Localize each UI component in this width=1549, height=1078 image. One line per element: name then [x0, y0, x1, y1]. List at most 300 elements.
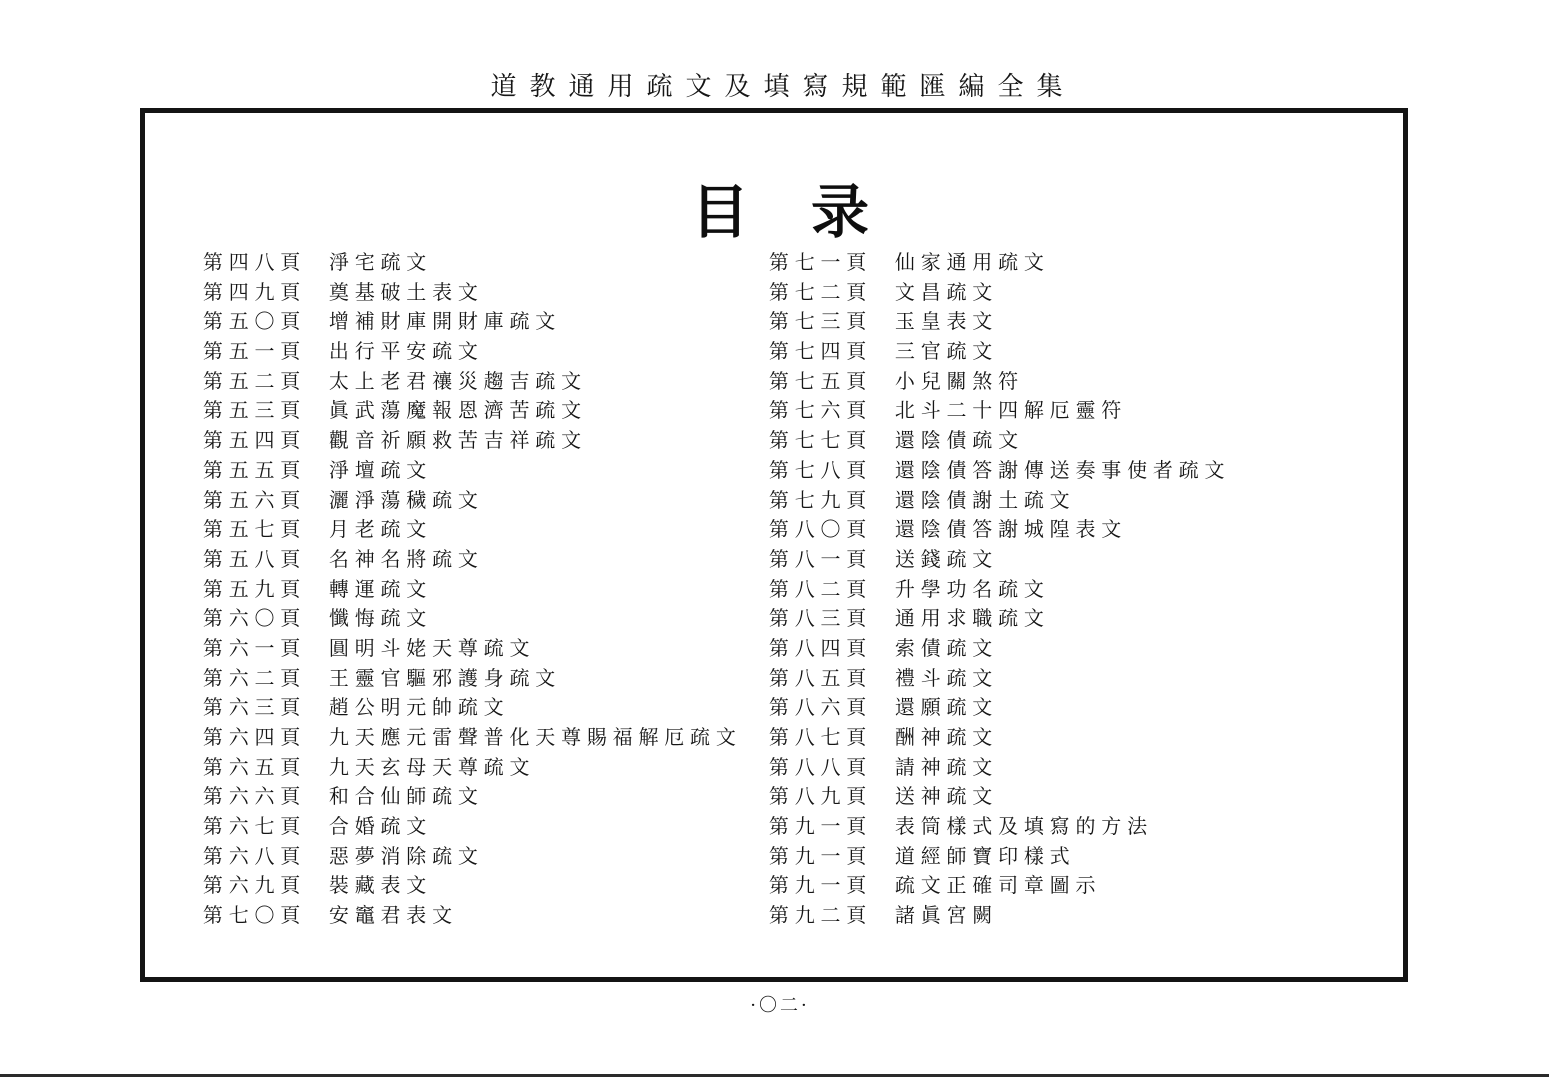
glyph-cell: 職: [972, 606, 993, 631]
glyph-cell: 第: [202, 368, 223, 393]
glyph-cell: 陰: [920, 487, 941, 512]
toc-entry: [200, 723, 745, 753]
glyph-cell: 第: [768, 576, 789, 601]
toc-page-label: [200, 901, 326, 931]
glyph-cell: 二: [254, 665, 275, 690]
toc-page-label: [766, 278, 892, 308]
toc-page-label: [766, 515, 892, 545]
glyph-cell: 頁: [846, 814, 867, 839]
glyph-cell: 五: [228, 576, 249, 601]
glyph-cell: 文: [1023, 606, 1044, 631]
glyph-cell: 樣: [946, 814, 967, 839]
glyph-cell: 疏: [483, 754, 504, 779]
toc-entry-title: [326, 871, 429, 901]
toc-page-label: [200, 248, 326, 278]
glyph-cell: 破: [380, 279, 401, 304]
glyph-cell: 頁: [280, 428, 301, 453]
glyph-cell: 第: [768, 725, 789, 749]
toc-entry: [766, 812, 1366, 842]
glyph-cell: 月: [328, 517, 349, 542]
glyph-cell: 疏: [894, 873, 915, 898]
glyph-cell: 七: [254, 814, 275, 839]
glyph-cell: 第: [768, 250, 789, 274]
toc-page-label: [766, 812, 892, 842]
glyph-cell: 八: [254, 250, 275, 274]
toc-entry-title: [326, 812, 429, 842]
glyph-cell: 頁: [846, 665, 867, 690]
toc-entry: [766, 634, 1366, 664]
toc-entry-title: [892, 486, 1073, 516]
glyph-cell: 疏: [946, 279, 967, 304]
glyph-cell: 第: [768, 309, 789, 334]
glyph-cell: 者: [1152, 457, 1173, 482]
glyph-cell: 八: [820, 457, 841, 482]
glyph-cell: 基: [354, 279, 375, 304]
glyph-cell: 第: [768, 784, 789, 809]
glyph-cell: 兒: [920, 368, 941, 393]
glyph-cell: 疏: [946, 635, 967, 660]
glyph-cell: 母: [406, 754, 427, 779]
glyph-cell: 八: [794, 546, 815, 571]
glyph-cell: 祈: [380, 428, 401, 453]
glyph-cell: 六: [228, 784, 249, 809]
toc-entry: [200, 456, 745, 486]
glyph-cell: 八: [794, 725, 815, 749]
glyph-cell: 隍: [1049, 517, 1070, 542]
glyph-cell: 文: [483, 695, 504, 720]
toc-page-label: [200, 307, 326, 337]
glyph-cell: 恩: [457, 398, 478, 423]
glyph-cell: 公: [354, 695, 375, 720]
glyph-cell: 酬: [894, 725, 915, 749]
glyph-cell: 疏: [998, 606, 1019, 631]
book-title-header: [484, 70, 1069, 104]
glyph-cell: 文: [432, 903, 453, 928]
glyph-cell: 頁: [280, 457, 301, 482]
glyph-cell: 頁: [846, 843, 867, 868]
glyph-cell: 確: [972, 873, 993, 898]
glyph-cell: 文: [457, 339, 478, 364]
glyph-cell: 七: [794, 368, 815, 393]
glyph-cell: 靈: [354, 665, 375, 690]
glyph-cell: 第: [768, 546, 789, 571]
glyph-cell: 天: [535, 725, 556, 749]
glyph-cell: 老: [354, 517, 375, 542]
glyph-cell: 事: [1101, 457, 1122, 482]
toc-entry-title: [326, 753, 532, 783]
glyph-cell: 八: [820, 754, 841, 779]
glyph-cell: 安: [328, 903, 349, 928]
glyph-cell: 頁: [280, 725, 301, 749]
glyph-cell: 家: [920, 250, 941, 274]
glyph-cell: 奏: [1075, 457, 1096, 482]
toc-entry-title: [326, 278, 481, 308]
glyph-cell: 神: [920, 754, 941, 779]
glyph-cell: 解: [638, 725, 659, 749]
glyph-cell: 三: [820, 606, 841, 631]
glyph-cell: 二: [820, 903, 841, 928]
glyph-cell: 夢: [354, 843, 375, 868]
glyph-cell: 藏: [354, 873, 375, 898]
glyph-cell: 寫: [1049, 814, 1070, 839]
glyph-cell: 錢: [920, 546, 941, 571]
glyph-cell: 救: [432, 428, 453, 453]
toc-entry: [766, 486, 1366, 516]
glyph-cell: 增: [328, 309, 349, 334]
glyph-cell: 第: [768, 606, 789, 631]
glyph-cell: 文: [1049, 487, 1070, 512]
glyph-cell: 七: [794, 428, 815, 453]
glyph-cell: 文: [972, 725, 993, 749]
glyph-cell: 土: [406, 279, 427, 304]
glyph-cell: 婚: [354, 814, 375, 839]
glyph-cell: 文: [535, 665, 556, 690]
toc-page-label: [200, 723, 326, 753]
glyph-cell: 財: [380, 309, 401, 334]
glyph-cell: 文: [535, 309, 556, 334]
glyph-cell: 五: [228, 339, 249, 364]
toc-entry-title: [326, 307, 558, 337]
glyph-cell: 仙: [380, 784, 401, 809]
glyph-cell: 文: [509, 754, 530, 779]
toc-entry-title: [326, 842, 481, 872]
glyph-cell: 填: [1023, 814, 1044, 839]
glyph-cell: 第: [202, 309, 223, 334]
glyph-cell: 匯: [919, 72, 946, 102]
glyph-cell: 觀: [328, 428, 349, 453]
glyph-cell: 第: [768, 903, 789, 928]
glyph-cell: 元: [406, 695, 427, 720]
toc-entry: [200, 248, 745, 278]
glyph-cell: 五: [228, 546, 249, 571]
glyph-cell: 第: [768, 873, 789, 898]
glyph-cell: 頁: [280, 368, 301, 393]
glyph-cell: 苦: [457, 428, 478, 453]
glyph-cell: 第: [202, 517, 223, 542]
glyph-cell: 文: [972, 754, 993, 779]
glyph-cell: 頁: [280, 903, 301, 928]
glyph-cell: 九: [254, 576, 275, 601]
glyph-cell: 疏: [457, 695, 478, 720]
toc-entry-title: [892, 693, 995, 723]
glyph-cell: 名: [328, 546, 349, 571]
glyph-cell: 蕩: [380, 398, 401, 423]
toc-page-label: [766, 782, 892, 812]
toc-entry-title: [892, 367, 1021, 397]
glyph-cell: 文: [457, 843, 478, 868]
glyph-cell: 身: [483, 665, 504, 690]
toc-page-label: [766, 396, 892, 426]
page-number: ·〇二·: [750, 995, 810, 1016]
glyph-cell: 法: [1127, 814, 1148, 839]
glyph-cell: 眞: [328, 398, 349, 423]
glyph-cell: 疏: [535, 398, 556, 423]
glyph-cell: 五: [820, 665, 841, 690]
glyph-cell: 債: [946, 428, 967, 453]
toc-page-label: [766, 575, 892, 605]
glyph-cell: 七: [794, 250, 815, 274]
glyph-cell: 姥: [406, 635, 427, 660]
glyph-cell: 第: [768, 487, 789, 512]
toc-page-label: [766, 723, 892, 753]
glyph-cell: 報: [432, 398, 453, 423]
glyph-cell: 第: [202, 903, 223, 928]
glyph-cell: 太: [328, 368, 349, 393]
toc-page-label: [766, 871, 892, 901]
glyph-cell: 疏: [535, 368, 556, 393]
glyph-cell: 城: [1023, 517, 1044, 542]
toc-entry-title: [326, 248, 429, 278]
glyph-cell: 印: [998, 843, 1019, 868]
glyph-cell: 惡: [328, 843, 349, 868]
toc-page-label: [200, 486, 326, 516]
glyph-cell: 方: [1101, 814, 1122, 839]
glyph-cell: 索: [894, 635, 915, 660]
toc-page-label: [200, 278, 326, 308]
toc-entry-title: [892, 634, 995, 664]
glyph-cell: 七: [820, 428, 841, 453]
glyph-cell: 五: [254, 457, 275, 482]
glyph-cell: 小: [894, 368, 915, 393]
glyph-cell: 頁: [280, 339, 301, 364]
glyph-cell: 淨: [354, 487, 375, 512]
glyph-cell: 文: [972, 635, 993, 660]
glyph-cell: 表: [432, 279, 453, 304]
glyph-cell: 頁: [846, 368, 867, 393]
glyph-cell: 化: [509, 725, 530, 749]
glyph-cell: 文: [561, 398, 582, 423]
glyph-cell: 文: [1204, 457, 1225, 482]
glyph-cell: 頁: [846, 725, 867, 749]
glyph-cell: 還: [894, 428, 915, 453]
glyph-cell: 頁: [846, 339, 867, 364]
glyph-cell: 疏: [432, 339, 453, 364]
glyph-cell: 第: [202, 725, 223, 749]
glyph-cell: 經: [920, 843, 941, 868]
glyph-cell: 九: [820, 487, 841, 512]
toc-entry: [200, 842, 745, 872]
glyph-cell: 文: [406, 457, 427, 482]
glyph-cell: 謝: [998, 457, 1019, 482]
glyph-cell: 王: [328, 665, 349, 690]
toc-entry: [766, 426, 1366, 456]
toc-entry: [766, 871, 1366, 901]
glyph-cell: 頁: [846, 606, 867, 631]
glyph-cell: 寶: [972, 843, 993, 868]
glyph-cell: 一: [820, 873, 841, 898]
toc-page-label: [766, 604, 892, 634]
glyph-cell: 頁: [846, 754, 867, 779]
glyph-cell: 用: [920, 606, 941, 631]
glyph-cell: 北: [894, 398, 915, 423]
glyph-cell: 疏: [946, 695, 967, 720]
glyph-cell: 八: [794, 635, 815, 660]
glyph-cell: 願: [406, 428, 427, 453]
glyph-cell: 四: [998, 398, 1019, 423]
glyph-cell: 八: [794, 784, 815, 809]
glyph-cell: 解: [1023, 398, 1044, 423]
glyph-cell: 斗: [920, 665, 941, 690]
glyph-cell: 庫: [406, 309, 427, 334]
glyph-cell: 宮: [946, 903, 967, 928]
glyph-cell: 通: [894, 606, 915, 631]
contents-column-right: [766, 248, 1366, 931]
glyph-cell: 頁: [846, 487, 867, 512]
toc-entry-title: [892, 575, 1047, 605]
glyph-cell: 二: [254, 368, 275, 393]
toc-page-label: [766, 337, 892, 367]
glyph-cell: 五: [228, 487, 249, 512]
toc-entry-title: [326, 782, 481, 812]
toc-entry: [766, 664, 1366, 694]
toc-entry: [200, 575, 745, 605]
glyph-cell: 頁: [280, 814, 301, 839]
toc-entry: [766, 842, 1366, 872]
glyph-cell: 灑: [328, 487, 349, 512]
glyph-cell: 通: [946, 250, 967, 274]
glyph-cell: 文: [561, 368, 582, 393]
glyph-cell: 還: [894, 517, 915, 542]
glyph-cell: 文: [406, 250, 427, 274]
glyph-cell: 五: [228, 428, 249, 453]
toc-entry: [766, 604, 1366, 634]
glyph-cell: 文: [972, 665, 993, 690]
toc-page-label: [200, 693, 326, 723]
glyph-cell: 疏: [432, 546, 453, 571]
glyph-cell: 還: [894, 457, 915, 482]
glyph-cell: 和: [328, 784, 349, 809]
toc-entry-title: [892, 723, 995, 753]
glyph-cell: 一: [254, 635, 275, 660]
glyph-cell: 填: [763, 72, 790, 102]
glyph-cell: 開: [432, 309, 453, 334]
glyph-cell: 頁: [280, 487, 301, 512]
toc-entry: [766, 456, 1366, 486]
glyph-cell: 文: [715, 725, 736, 749]
glyph-cell: 六: [228, 725, 249, 749]
glyph-cell: 明: [380, 695, 401, 720]
glyph-cell: 第: [202, 784, 223, 809]
glyph-cell: 闕: [972, 903, 993, 928]
toc-entry: [200, 337, 745, 367]
glyph-cell: 第: [768, 428, 789, 453]
glyph-cell: 宅: [354, 250, 375, 274]
glyph-cell: 穢: [406, 487, 427, 512]
glyph-cell: 送: [894, 546, 915, 571]
glyph-cell: 還: [894, 695, 915, 720]
glyph-cell: 疏: [432, 487, 453, 512]
glyph-cell: 符: [998, 368, 1019, 393]
toc-entry: [200, 812, 745, 842]
glyph-cell: 頁: [846, 695, 867, 720]
toc-entry-title: [892, 337, 995, 367]
glyph-cell: 疏: [380, 250, 401, 274]
glyph-cell: 神: [354, 546, 375, 571]
glyph-cell: 七: [794, 339, 815, 364]
glyph-cell: 五: [228, 457, 249, 482]
glyph-cell: 三: [254, 695, 275, 720]
toc-entry: [766, 307, 1366, 337]
glyph-cell: 三: [254, 398, 275, 423]
glyph-cell: 陰: [920, 517, 941, 542]
glyph-cell: 九: [254, 873, 275, 898]
glyph-cell: 司: [998, 873, 1019, 898]
contents-heading: [660, 178, 900, 246]
glyph-cell: 第: [768, 457, 789, 482]
glyph-cell: 七: [820, 725, 841, 749]
glyph-cell: 第: [202, 695, 223, 720]
glyph-cell: 頁: [846, 873, 867, 898]
glyph-cell: 五: [228, 309, 249, 334]
glyph-cell: 安: [406, 339, 427, 364]
glyph-cell: 八: [254, 546, 275, 571]
glyph-cell: 魔: [406, 398, 427, 423]
glyph-cell: 文: [1023, 576, 1044, 601]
glyph-cell: 七: [794, 487, 815, 512]
toc-page-label: [766, 693, 892, 723]
toc-page-label: [200, 426, 326, 456]
glyph-cell: 六: [228, 695, 249, 720]
glyph-cell: 文: [406, 576, 427, 601]
glyph-cell: 一: [820, 250, 841, 274]
glyph-cell: 頁: [280, 695, 301, 720]
glyph-cell: 厄: [664, 725, 685, 749]
toc-entry: [200, 871, 745, 901]
glyph-cell: 關: [946, 368, 967, 393]
glyph-cell: 六: [228, 814, 249, 839]
toc-entry-title: [892, 782, 995, 812]
glyph-cell: 五: [820, 368, 841, 393]
glyph-cell: 九: [794, 903, 815, 928]
glyph-cell: 奠: [328, 279, 349, 304]
glyph-cell: 表: [406, 903, 427, 928]
glyph-cell: 樣: [1023, 843, 1044, 868]
toc-entry-title: [326, 604, 429, 634]
glyph-cell: 及: [724, 72, 751, 102]
glyph-cell: 九: [794, 814, 815, 839]
glyph-cell: 第: [202, 398, 223, 423]
glyph-cell: 頁: [846, 903, 867, 928]
toc-page-label: [200, 812, 326, 842]
toc-entry: [766, 753, 1366, 783]
glyph-cell: 表: [946, 309, 967, 334]
glyph-cell: 上: [354, 368, 375, 393]
toc-entry: [200, 515, 745, 545]
glyph-cell: 第: [768, 517, 789, 542]
toc-entry: [200, 664, 745, 694]
glyph-cell: 五: [254, 754, 275, 779]
glyph-cell: 疏: [483, 635, 504, 660]
glyph-cell: 禳: [432, 368, 453, 393]
glyph-cell: 全: [997, 72, 1024, 102]
toc-page-label: [200, 871, 326, 901]
glyph-cell: 謝: [972, 487, 993, 512]
glyph-cell: 〇: [254, 903, 275, 928]
glyph-cell: 表: [380, 873, 401, 898]
glyph-cell: 淨: [328, 250, 349, 274]
glyph-cell: 請: [894, 754, 915, 779]
glyph-cell: 趙: [328, 695, 349, 720]
glyph-cell: 疏: [946, 754, 967, 779]
glyph-cell: 求: [946, 606, 967, 631]
glyph-cell: 送: [1049, 457, 1070, 482]
glyph-cell: 頁: [280, 754, 301, 779]
glyph-cell: 運: [354, 576, 375, 601]
glyph-cell: 第: [202, 487, 223, 512]
glyph-cell: 頁: [846, 546, 867, 571]
glyph-cell: 答: [972, 457, 993, 482]
toc-page-label: [766, 664, 892, 694]
